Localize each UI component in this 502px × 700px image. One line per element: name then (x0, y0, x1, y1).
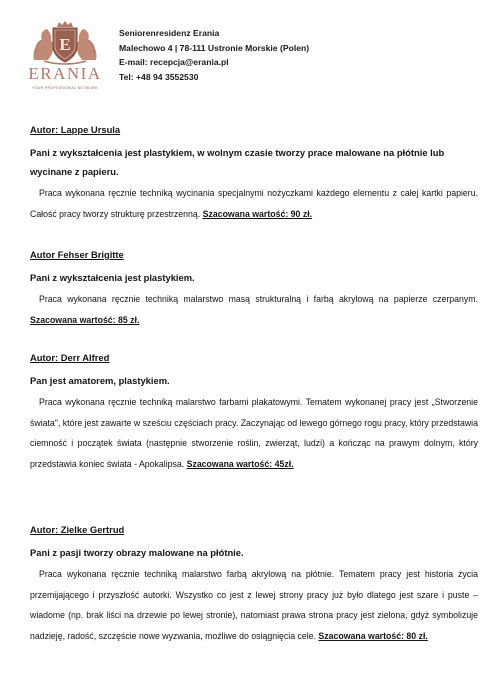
logo-wordmark: ERANIA (28, 64, 102, 83)
author-description: Pan jest amatorem, plastykiem. (30, 375, 170, 386)
estimated-value: Szacowana wartość: 90 zł. (202, 208, 313, 219)
artwork-description (30, 183, 478, 224)
logo-letter: E (59, 35, 71, 54)
artwork-entry-4 (30, 524, 478, 646)
estimated-value: Szacowana wartość: 45zł. (186, 458, 294, 469)
artwork-description (30, 392, 478, 474)
artwork-entry-1 (30, 124, 478, 224)
artwork-text: Praca wykonana ręcznie techniką malarstwo farbą akrylową na płótnie. Tematem pracy jest historia życia przemijającego i przyszłość autorki. Wszystko co jest z lewej strony pracy już było dlatego jest szare i puste – wiadome (np. brak liści na drzewie po lewej stronie), natomiast prawa strona pracy jest zielona, gdyż symbolizuje nadzieję, radość, szczęście nowe wyzwania, możliwe do osiągnięcia cele. (30, 569, 478, 641)
organization-email: E-mail: recepcja@erania.pl (119, 57, 229, 68)
author-name: Autor: Zielke Gertrud (30, 524, 125, 535)
author-description: Pani z wykształcenia jest plastykiem, w wolnym czasie tworzy prace malowane na płótnie lub wycinane z papieru. (30, 147, 445, 177)
artwork-description (30, 289, 478, 330)
estimated-value: Szacowana wartość: 85 zł. (30, 314, 140, 325)
author-name: Autor: Lappe Ursula (30, 124, 121, 135)
contact-block (119, 26, 309, 84)
logo-tagline: YOUR PROFESSIONAL NETWORK (31, 86, 99, 90)
artwork-text: Praca wykonana ręcznie techniką malarstwo masą strukturalną i farbą akrylową na papierze czerpanym. (39, 294, 478, 304)
organization-name: Seniorenresidenz Erania (119, 28, 220, 38)
heraldic-lions-crest-icon (22, 20, 108, 66)
artwork-entry-2 (30, 249, 478, 330)
author-description: Pani z wykształcenia jest plastykiem. (30, 272, 195, 283)
artwork-entry-3 (30, 352, 478, 474)
author-name: Autor Fehser Brigitte (30, 249, 124, 260)
organization-phone: Tel: +48 94 3552530 (119, 71, 199, 82)
estimated-value: Szacowana wartość: 80 zł. (318, 630, 428, 641)
erania-logo (22, 20, 108, 94)
organization-address: Malechowo 4 | 78-111 Ustronie Morskie (Polen) (119, 42, 310, 53)
artwork-description (30, 564, 478, 646)
author-description: Pani z pasji tworzy obrazy malowane na płótnie. (30, 547, 244, 558)
author-name: Autor: Derr Alfred (30, 352, 110, 363)
artwork-text: Praca wykonana ręcznie techniką wycinania specjalnymi nożyczkami każdego elementu z całej kartki papieru. Całość pracy tworzy strukturę przestrzenną. (30, 188, 478, 219)
artwork-text: Praca wykonana ręcznie techniką malarstwo farbami plakatowymi. Tematem wykonanej pracy jest „Stworzenie świata", które jest zawarte w sześciu częściach pracy. Zaczynając od lewego górnego rogu pracy, który przedstawia ciemność i początek świata (następnie stworzenie roślin, zwierząt, ludzi) a kończąc na prawym dolnym, który przedstawia koniec świata - Apokalipsa. (30, 397, 478, 469)
